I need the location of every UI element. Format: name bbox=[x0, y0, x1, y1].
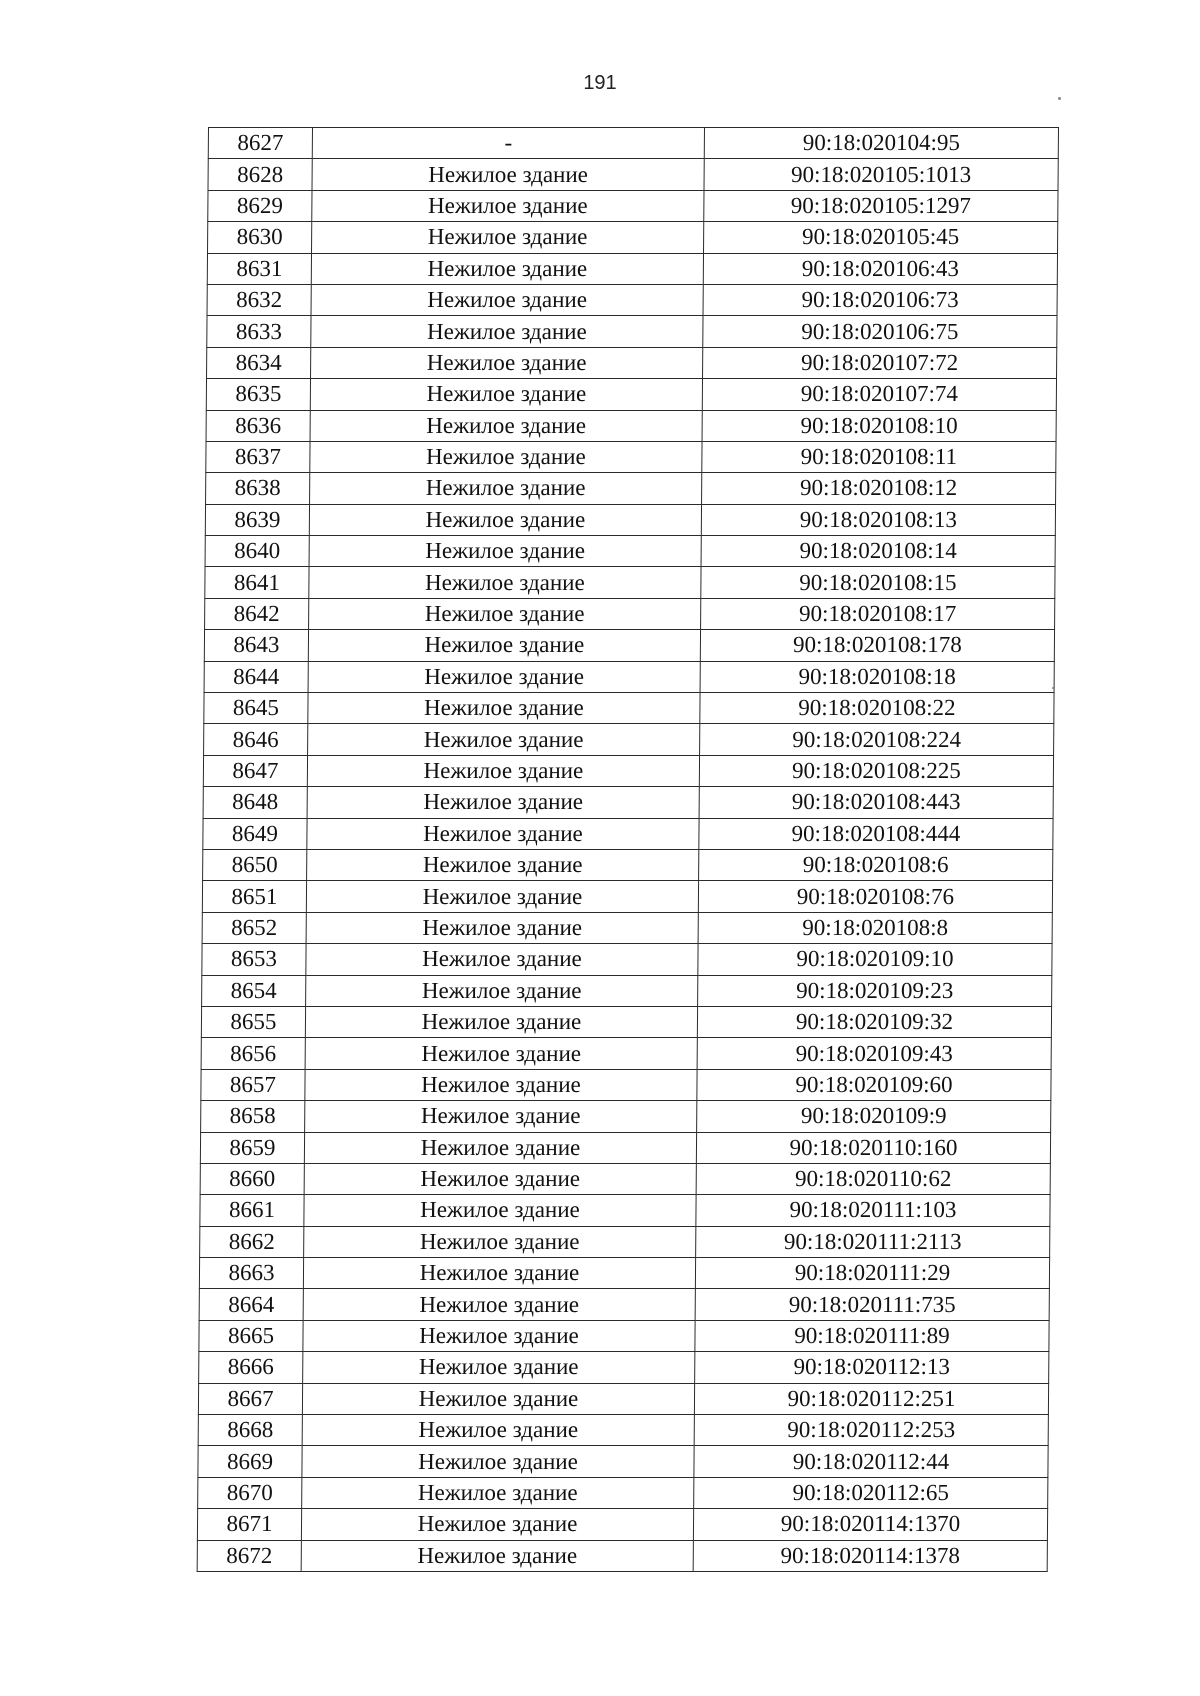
scan-speck bbox=[1052, 687, 1054, 689]
row-number-cell: 8636 bbox=[206, 410, 310, 441]
cadastral-number-cell: 90:18:020108:12 bbox=[702, 473, 1056, 504]
cadastral-number-cell: 90:18:020111:735 bbox=[695, 1289, 1049, 1320]
object-type-cell: Нежилое здание bbox=[304, 1132, 696, 1163]
table-row bbox=[204, 630, 1054, 661]
cadastral-number-cell: 90:18:020109:60 bbox=[697, 1069, 1051, 1100]
table-row bbox=[201, 1101, 1051, 1132]
cadastral-number-cell: 90:18:020106:75 bbox=[703, 316, 1057, 347]
table-row bbox=[206, 441, 1056, 472]
table-row bbox=[208, 222, 1058, 253]
row-number-cell: 8665 bbox=[199, 1320, 303, 1351]
cadastral-number-cell: 90:18:020111:103 bbox=[696, 1195, 1050, 1226]
table-row bbox=[207, 347, 1057, 378]
table-row bbox=[204, 693, 1054, 724]
object-type-cell: Нежилое здание bbox=[309, 504, 701, 535]
object-type-cell: Нежилое здание bbox=[302, 1477, 694, 1508]
cadastral-number-cell: 90:18:020109:23 bbox=[698, 975, 1052, 1006]
cadastral-number-cell: 90:18:020112:253 bbox=[694, 1415, 1048, 1446]
table-row bbox=[201, 1038, 1051, 1069]
object-type-cell: Нежилое здание bbox=[305, 1101, 697, 1132]
object-type-cell: Нежилое здание bbox=[303, 1289, 695, 1320]
table-row bbox=[200, 1163, 1050, 1194]
object-type-cell: Нежилое здание bbox=[309, 536, 701, 567]
table-row bbox=[208, 128, 1058, 159]
table-row bbox=[199, 1289, 1049, 1320]
cadastral-number-cell: 90:18:020112:251 bbox=[694, 1383, 1048, 1414]
table-row bbox=[200, 1195, 1050, 1226]
object-type-cell: Нежилое здание bbox=[312, 190, 704, 221]
scan-speck bbox=[1058, 97, 1061, 100]
object-type-cell: Нежилое здание bbox=[302, 1446, 694, 1477]
cadastral-number-cell: 90:18:020108:15 bbox=[701, 567, 1055, 598]
object-type-cell: Нежилое здание bbox=[309, 598, 701, 629]
table-row bbox=[203, 818, 1053, 849]
object-type-cell: Нежилое здание bbox=[303, 1352, 695, 1383]
cadastral-number-cell: 90:18:020108:178 bbox=[700, 630, 1054, 661]
cadastral-number-cell: 90:18:020106:43 bbox=[703, 253, 1057, 284]
table-row bbox=[203, 849, 1053, 880]
row-number-cell: 8669 bbox=[198, 1446, 302, 1477]
table-row bbox=[206, 410, 1056, 441]
row-number-cell: 8635 bbox=[206, 379, 310, 410]
table-row bbox=[203, 755, 1053, 786]
object-type-cell: Нежилое здание bbox=[301, 1540, 693, 1571]
row-number-cell: 8630 bbox=[208, 222, 312, 253]
row-number-cell: 8638 bbox=[206, 473, 310, 504]
cadastral-number-cell: 90:18:020111:89 bbox=[695, 1320, 1049, 1351]
cadastral-number-cell: 90:18:020114:1370 bbox=[693, 1509, 1047, 1540]
cadastral-number-cell: 90:18:020108:6 bbox=[699, 849, 1053, 880]
cadastral-number-cell: 90:18:020104:95 bbox=[704, 128, 1058, 159]
row-number-cell: 8640 bbox=[205, 536, 309, 567]
row-number-cell: 8627 bbox=[208, 128, 312, 159]
row-number-cell: 8667 bbox=[198, 1383, 302, 1414]
cadastral-number-cell: 90:18:020109:10 bbox=[698, 944, 1052, 975]
row-number-cell: 8645 bbox=[204, 693, 308, 724]
cadastral-number-cell: 90:18:020110:160 bbox=[696, 1132, 1050, 1163]
object-type-cell: - bbox=[312, 128, 704, 159]
cadastral-number-cell: 90:18:020108:13 bbox=[701, 504, 1055, 535]
cadastral-number-cell: 90:18:020108:224 bbox=[700, 724, 1054, 755]
registry-body bbox=[197, 128, 1058, 1572]
page-number: 191 bbox=[583, 72, 617, 94]
cadastral-number-cell: 90:18:020112:44 bbox=[694, 1446, 1048, 1477]
table-row bbox=[197, 1540, 1047, 1571]
row-number-cell: 8642 bbox=[205, 598, 309, 629]
table-row bbox=[198, 1477, 1048, 1508]
table-row bbox=[207, 316, 1057, 347]
object-type-cell: Нежилое здание bbox=[308, 693, 700, 724]
table-row bbox=[208, 190, 1058, 221]
table-row bbox=[207, 284, 1057, 315]
cadastral-number-cell: 90:18:020110:62 bbox=[696, 1163, 1050, 1194]
table-row bbox=[202, 912, 1052, 943]
row-number-cell: 8651 bbox=[202, 881, 306, 912]
cadastral-number-cell: 90:18:020108:76 bbox=[698, 881, 1052, 912]
table-row bbox=[205, 598, 1055, 629]
object-type-cell: Нежилое здание bbox=[311, 347, 703, 378]
cadastral-number-cell: 90:18:020105:1013 bbox=[704, 159, 1058, 190]
row-number-cell: 8670 bbox=[198, 1477, 302, 1508]
row-number-cell: 8643 bbox=[204, 630, 308, 661]
object-type-cell: Нежилое здание bbox=[306, 975, 698, 1006]
row-number-cell: 8648 bbox=[203, 787, 307, 818]
table-row bbox=[197, 1509, 1047, 1540]
table-row bbox=[199, 1258, 1049, 1289]
table-row bbox=[202, 881, 1052, 912]
table-row bbox=[201, 1006, 1051, 1037]
cadastral-number-cell: 90:18:020108:8 bbox=[698, 912, 1052, 943]
cadastral-number-cell: 90:18:020112:13 bbox=[695, 1352, 1049, 1383]
object-type-cell: Нежилое здание bbox=[310, 410, 702, 441]
row-number-cell: 8652 bbox=[202, 912, 306, 943]
object-type-cell: Нежилое здание bbox=[312, 159, 704, 190]
object-type-cell: Нежилое здание bbox=[305, 1038, 697, 1069]
object-type-cell: Нежилое здание bbox=[308, 661, 700, 692]
cadastral-number-cell: 90:18:020108:22 bbox=[700, 693, 1054, 724]
row-number-cell: 8658 bbox=[201, 1101, 305, 1132]
row-number-cell: 8660 bbox=[200, 1163, 304, 1194]
object-type-cell: Нежилое здание bbox=[310, 379, 702, 410]
row-number-cell: 8661 bbox=[200, 1195, 304, 1226]
table-row bbox=[205, 536, 1055, 567]
object-type-cell: Нежилое здание bbox=[305, 1069, 697, 1100]
cadastral-number-cell: 90:18:020108:18 bbox=[700, 661, 1054, 692]
row-number-cell: 8664 bbox=[199, 1289, 303, 1320]
registry-table bbox=[197, 127, 1059, 1572]
cadastral-number-cell: 90:18:020105:45 bbox=[704, 222, 1058, 253]
row-number-cell: 8632 bbox=[207, 284, 311, 315]
cadastral-number-cell: 90:18:020108:444 bbox=[699, 818, 1053, 849]
row-number-cell: 8641 bbox=[205, 567, 309, 598]
object-type-cell: Нежилое здание bbox=[304, 1163, 696, 1194]
row-number-cell: 8654 bbox=[202, 975, 306, 1006]
object-type-cell: Нежилое здание bbox=[311, 316, 703, 347]
row-number-cell: 8671 bbox=[197, 1509, 301, 1540]
table-row bbox=[207, 253, 1057, 284]
object-type-cell: Нежилое здание bbox=[307, 787, 699, 818]
row-number-cell: 8634 bbox=[207, 347, 311, 378]
object-type-cell: Нежилое здание bbox=[307, 818, 699, 849]
object-type-cell: Нежилое здание bbox=[303, 1258, 695, 1289]
row-number-cell: 8646 bbox=[204, 724, 308, 755]
table-row bbox=[200, 1132, 1050, 1163]
table-row bbox=[198, 1383, 1048, 1414]
object-type-cell: Нежилое здание bbox=[307, 849, 699, 880]
table-row bbox=[198, 1415, 1048, 1446]
table-row bbox=[208, 159, 1058, 190]
row-number-cell: 8663 bbox=[199, 1258, 303, 1289]
row-number-cell: 8668 bbox=[198, 1415, 302, 1446]
object-type-cell: Нежилое здание bbox=[311, 253, 703, 284]
object-type-cell: Нежилое здание bbox=[302, 1415, 694, 1446]
table-row bbox=[204, 724, 1054, 755]
row-number-cell: 8628 bbox=[208, 159, 312, 190]
row-number-cell: 8649 bbox=[203, 818, 307, 849]
cadastral-number-cell: 90:18:020108:10 bbox=[702, 410, 1056, 441]
object-type-cell: Нежилое здание bbox=[302, 1383, 694, 1414]
cadastral-number-cell: 90:18:020109:43 bbox=[697, 1038, 1051, 1069]
cadastral-number-cell: 90:18:020107:72 bbox=[703, 347, 1057, 378]
row-number-cell: 8631 bbox=[207, 253, 311, 284]
table-row bbox=[204, 661, 1054, 692]
table-row bbox=[202, 944, 1052, 975]
table-row bbox=[205, 504, 1055, 535]
cadastral-number-cell: 90:18:020107:74 bbox=[702, 379, 1056, 410]
cadastral-number-cell: 90:18:020106:73 bbox=[703, 284, 1057, 315]
cadastral-number-cell: 90:18:020108:11 bbox=[702, 441, 1056, 472]
object-type-cell: Нежилое здание bbox=[310, 441, 702, 472]
object-type-cell: Нежилое здание bbox=[304, 1195, 696, 1226]
row-number-cell: 8655 bbox=[201, 1006, 305, 1037]
row-number-cell: 8644 bbox=[204, 661, 308, 692]
row-number-cell: 8650 bbox=[203, 849, 307, 880]
object-type-cell: Нежилое здание bbox=[301, 1509, 693, 1540]
row-number-cell: 8662 bbox=[200, 1226, 304, 1257]
object-type-cell: Нежилое здание bbox=[308, 630, 700, 661]
table-row bbox=[198, 1446, 1048, 1477]
cadastral-number-cell: 90:18:020109:32 bbox=[697, 1006, 1051, 1037]
table-row bbox=[206, 473, 1056, 504]
row-number-cell: 8659 bbox=[200, 1132, 304, 1163]
object-type-cell: Нежилое здание bbox=[304, 1226, 696, 1257]
row-number-cell: 8629 bbox=[208, 190, 312, 221]
table-row bbox=[199, 1320, 1049, 1351]
cadastral-number-cell: 90:18:020108:443 bbox=[699, 787, 1053, 818]
object-type-cell: Нежилое здание bbox=[307, 755, 699, 786]
object-type-cell: Нежилое здание bbox=[312, 222, 704, 253]
object-type-cell: Нежилое здание bbox=[306, 881, 698, 912]
row-number-cell: 8653 bbox=[202, 944, 306, 975]
row-number-cell: 8672 bbox=[197, 1540, 301, 1571]
cadastral-number-cell: 90:18:020111:2113 bbox=[696, 1226, 1050, 1257]
object-type-cell: Нежилое здание bbox=[306, 912, 698, 943]
object-type-cell: Нежилое здание bbox=[305, 1006, 697, 1037]
table-row bbox=[201, 1069, 1051, 1100]
table-row bbox=[206, 379, 1056, 410]
row-number-cell: 8656 bbox=[201, 1038, 305, 1069]
cadastral-number-cell: 90:18:020108:17 bbox=[701, 598, 1055, 629]
object-type-cell: Нежилое здание bbox=[309, 567, 701, 598]
row-number-cell: 8633 bbox=[207, 316, 311, 347]
object-type-cell: Нежилое здание bbox=[308, 724, 700, 755]
cadastral-number-cell: 90:18:020105:1297 bbox=[704, 190, 1058, 221]
cadastral-number-cell: 90:18:020114:1378 bbox=[693, 1540, 1047, 1571]
cadastral-number-cell: 90:18:020108:14 bbox=[701, 536, 1055, 567]
cadastral-number-cell: 90:18:020108:225 bbox=[699, 755, 1053, 786]
row-number-cell: 8637 bbox=[206, 441, 310, 472]
object-type-cell: Нежилое здание bbox=[311, 284, 703, 315]
object-type-cell: Нежилое здание bbox=[306, 944, 698, 975]
cadastral-number-cell: 90:18:020112:65 bbox=[694, 1477, 1048, 1508]
object-type-cell: Нежилое здание bbox=[303, 1320, 695, 1351]
table-row bbox=[203, 787, 1053, 818]
row-number-cell: 8666 bbox=[199, 1352, 303, 1383]
row-number-cell: 8657 bbox=[201, 1069, 305, 1100]
cadastral-number-cell: 90:18:020109:9 bbox=[697, 1101, 1051, 1132]
table-row bbox=[199, 1352, 1049, 1383]
object-type-cell: Нежилое здание bbox=[310, 473, 702, 504]
row-number-cell: 8647 bbox=[203, 755, 307, 786]
cadastral-number-cell: 90:18:020111:29 bbox=[695, 1258, 1049, 1289]
row-number-cell: 8639 bbox=[205, 504, 309, 535]
table-row bbox=[202, 975, 1052, 1006]
table-row bbox=[205, 567, 1055, 598]
table-row bbox=[200, 1226, 1050, 1257]
